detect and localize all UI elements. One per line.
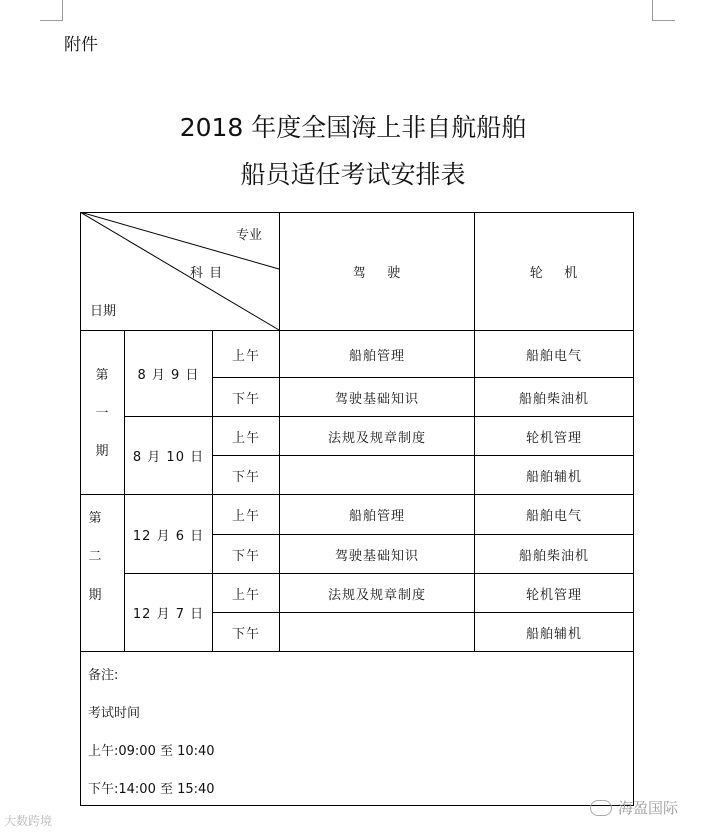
watermark-right-text: 海盈国际 xyxy=(618,799,679,817)
engine-subject-cell: 船舶辅机 xyxy=(525,626,582,642)
date-cell: 8 月 10 日 xyxy=(132,450,205,465)
deck-subject-cell xyxy=(280,613,474,651)
engine-subject-cell: 轮机管理 xyxy=(525,587,582,603)
deck-subject-cell: 船舶管理 xyxy=(348,348,405,364)
date-cell: 8 月 9 日 xyxy=(137,368,200,383)
table-border-right xyxy=(633,212,634,806)
time-cell: 下午 xyxy=(231,626,260,642)
attachment-label: 附件 xyxy=(64,35,98,55)
notes-divider xyxy=(80,651,634,652)
period-2-char-3: 期 xyxy=(88,588,102,603)
engine-subject-cell: 船舶辅机 xyxy=(525,469,582,485)
watermark-right xyxy=(590,797,678,818)
deck-subject-cell: 驾驶基础知识 xyxy=(334,548,419,564)
header-subject-label: 科 目 xyxy=(190,266,224,281)
column-header-deck: 驾 驶 xyxy=(352,266,402,281)
page-title-line-2: 船员适任考试安排表 xyxy=(240,160,466,189)
time-cell: 上午 xyxy=(231,587,260,603)
page-title-line-1: 2018 年度全国海上非自航船舶 xyxy=(179,113,527,142)
watermark-left: 大数跨境 xyxy=(4,814,53,828)
deck-subject-cell: 法规及规章制度 xyxy=(327,430,426,446)
exam-schedule-table xyxy=(80,212,634,806)
deck-subject-cell xyxy=(280,456,474,494)
time-cell: 上午 xyxy=(231,430,260,446)
time-cell: 上午 xyxy=(231,348,260,364)
crop-mark-top-right xyxy=(652,0,675,21)
engine-subject-cell: 船舶电气 xyxy=(525,348,582,364)
notes-line-afternoon: 下午:14:00 至 15:40 xyxy=(88,782,215,797)
time-cell: 上午 xyxy=(231,509,260,524)
notes-heading: 备注: xyxy=(88,668,119,683)
engine-subject-cell: 船舶电气 xyxy=(525,509,582,524)
time-cell: 下午 xyxy=(231,469,260,485)
notes-line-exam-time: 考试时间 xyxy=(88,706,141,721)
crop-mark-top-left xyxy=(40,0,63,21)
period-2-char-1: 第 xyxy=(88,511,102,526)
engine-subject-cell: 船舶柴油机 xyxy=(518,548,589,564)
wechat-icon xyxy=(590,800,612,816)
date-cell: 12 月 6 日 xyxy=(132,528,205,544)
table-border-bottom xyxy=(80,805,634,806)
deck-subject-cell: 船舶管理 xyxy=(348,509,405,524)
period-2-char-2: 二 xyxy=(88,549,102,564)
engine-subject-cell: 轮机管理 xyxy=(525,430,582,446)
date-cell: 12 月 7 日 xyxy=(132,607,205,622)
period-1-char-3: 期 xyxy=(95,444,109,459)
deck-subject-cell: 法规及规章制度 xyxy=(327,587,426,603)
period-1-char-1: 第 xyxy=(95,368,109,383)
header-date-label: 日期 xyxy=(90,304,117,319)
time-cell: 下午 xyxy=(231,548,260,564)
deck-subject-cell: 驾驶基础知识 xyxy=(334,391,419,407)
header-major-label: 专业 xyxy=(236,228,263,243)
column-header-engine: 轮 机 xyxy=(529,266,579,281)
notes-line-morning: 上午:09:00 至 10:40 xyxy=(88,744,215,759)
engine-subject-cell: 船舶柴油机 xyxy=(518,391,589,407)
period-1-char-2: 一 xyxy=(95,406,109,421)
time-cell: 下午 xyxy=(231,391,260,407)
